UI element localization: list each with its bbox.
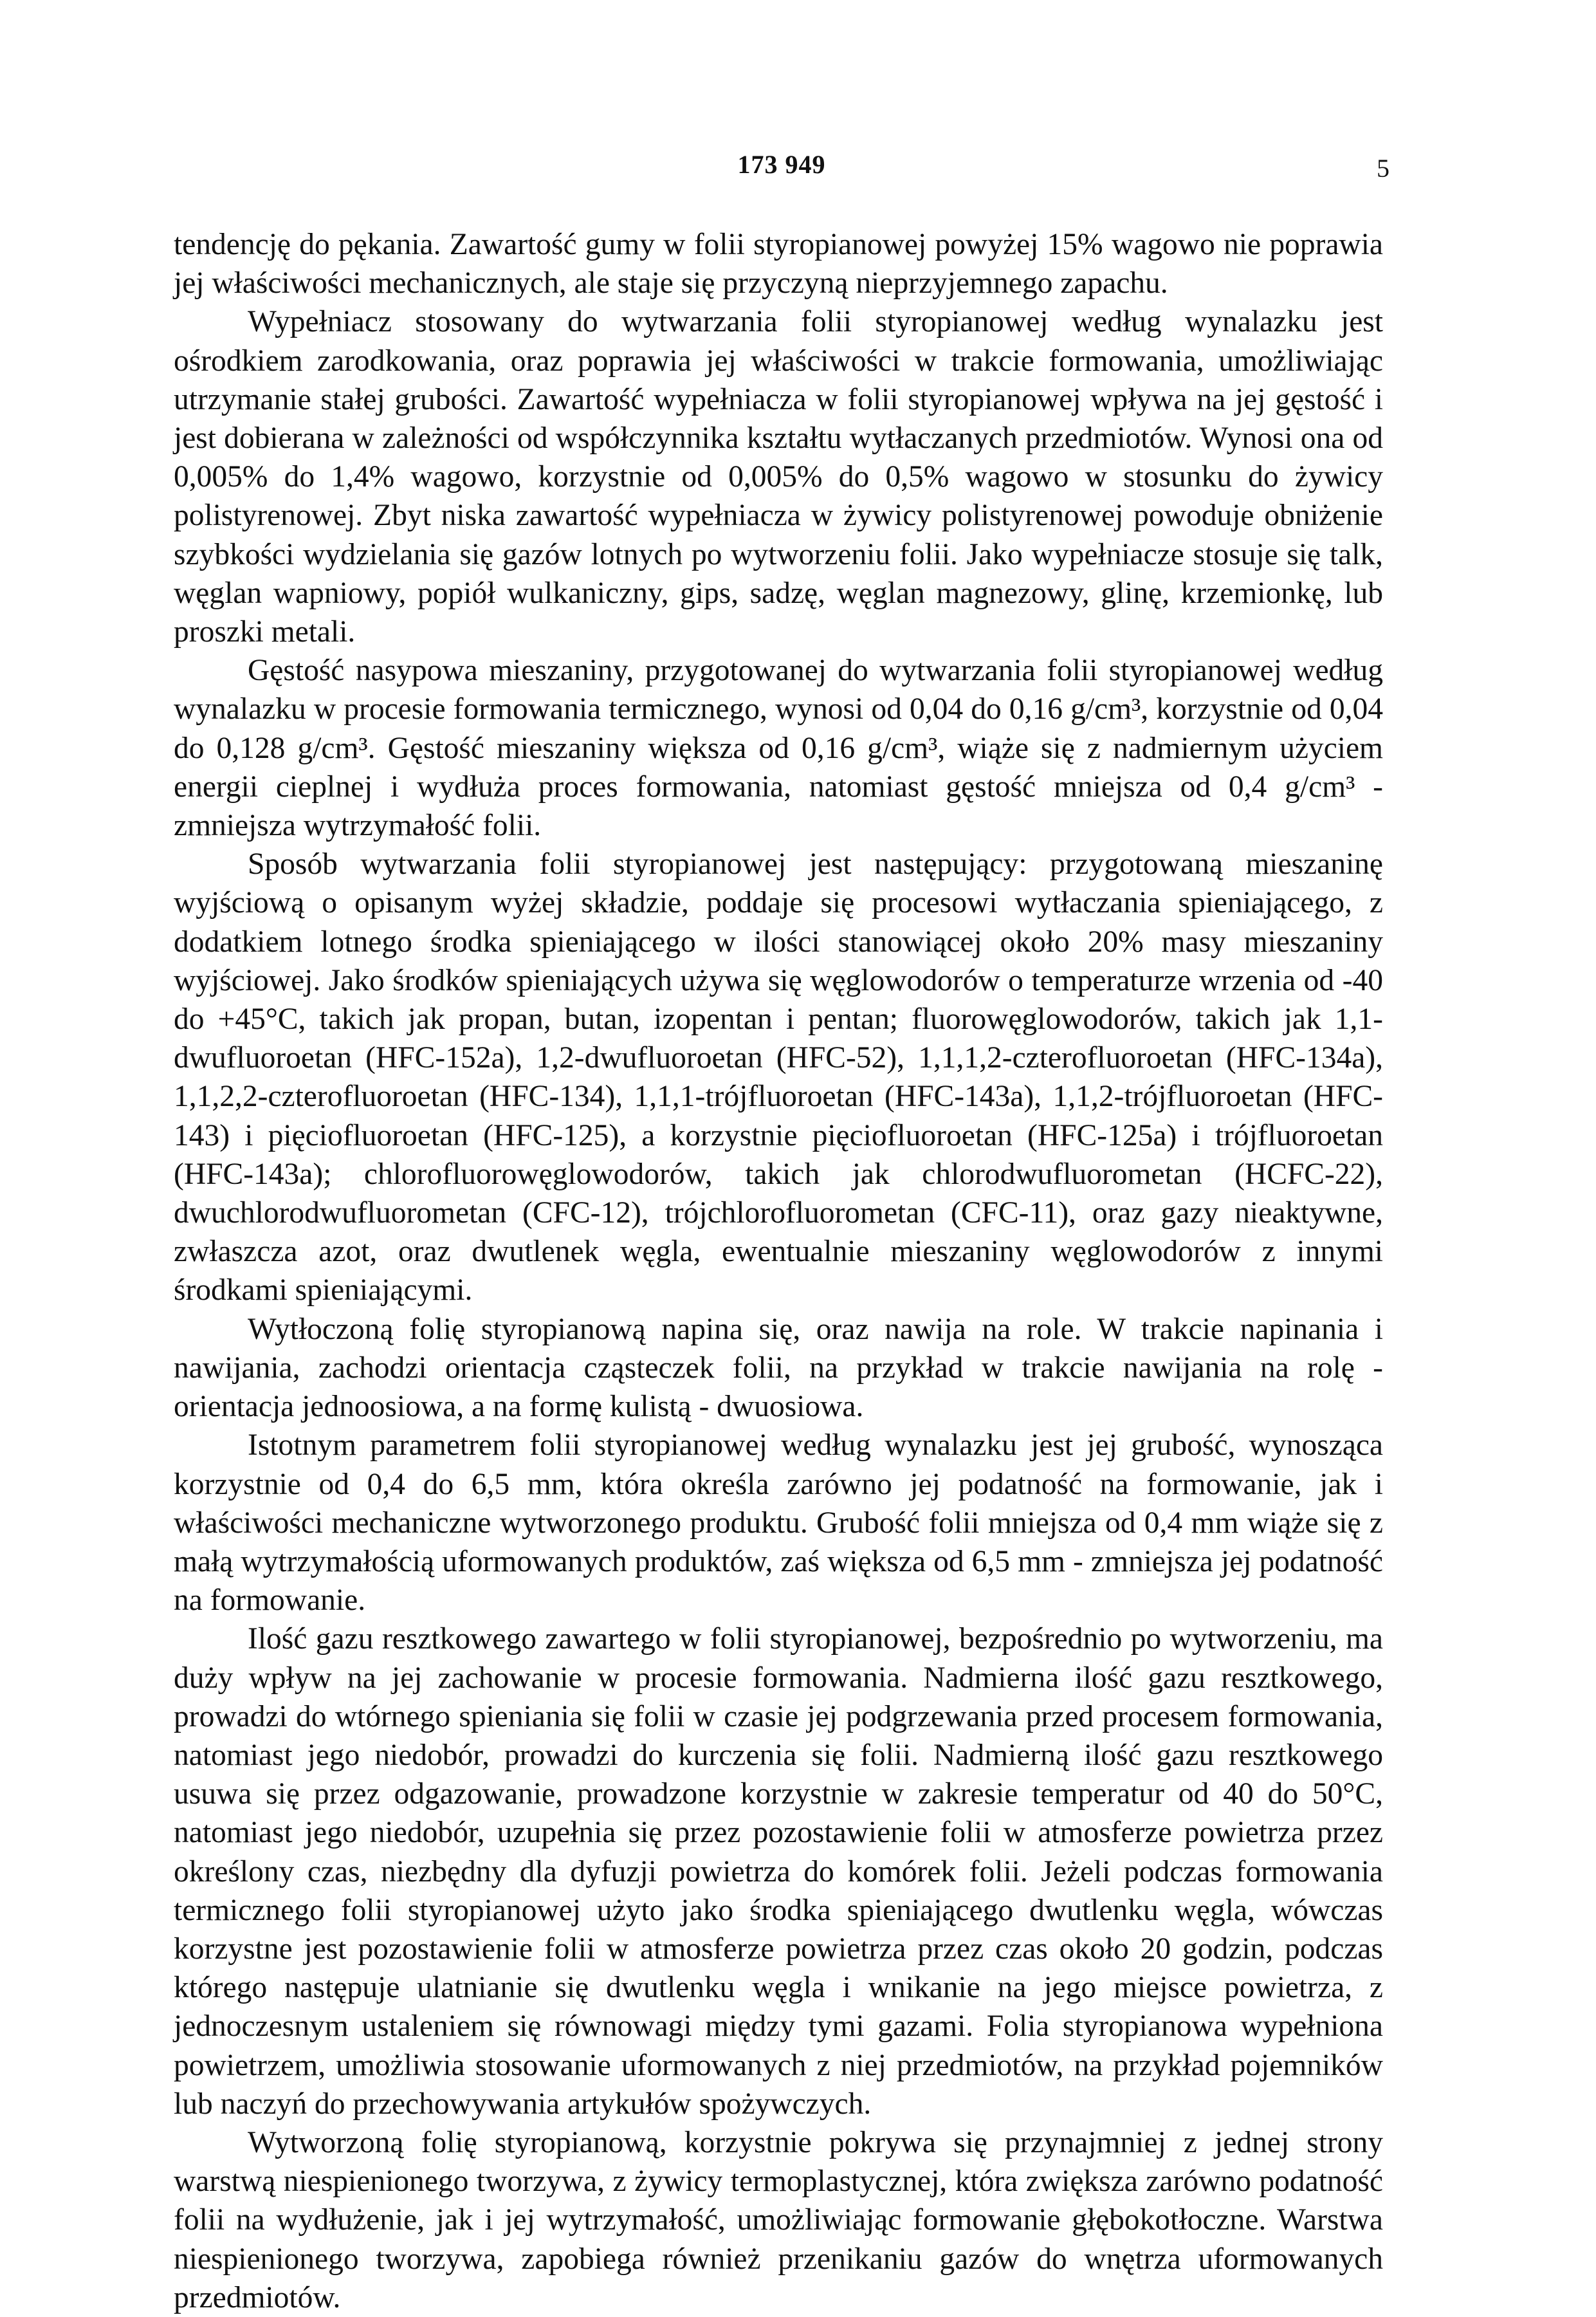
page-header bbox=[174, 149, 1390, 181]
paragraph-2: Wypełniacz stosowany do wytwarzania folii styropianowej według wynalazku jest ośrodkiem zarodkowania, oraz poprawia jej właściwości w trakcie formowania, umożliwiając utrzymanie stałej grubości. Zawartość wypełniacza w folii styropianowej wpływa na jej gęstość i jest dobierana w zależności od współczynnika kształtu wytłaczanych przedmiotów. Wynosi ona od 0,005% do 1,4% wagowo, korzystnie od 0,005% do 0,5% wagowo w stosunku do żywicy polistyrenowej. Zbyt niska zawartość wypełniacza w żywicy polistyrenowej powoduje obniżenie szybkości wydzielania się gazów lotnych po wytworzeniu folii. Jako wypełniacze stosuje się talk, węglan wapniowy, popiół wulkaniczny, gips, sadzę, węglan magnezowy, glinę, krzemionkę, lub proszki metali. bbox=[174, 305, 1383, 649]
patent-number: 173 949 bbox=[737, 150, 826, 179]
paragraph-4: Sposób wytwarzania folii styropianowej jest następujący: przygotowaną mieszaninę wyjściową o opisanym wyżej składzie, poddaje się procesowi wytłaczania spieniającego, z dodatkiem lotnego środka spieniającego w ilości stanowiącej około 20% masy mieszaniny wyjściowej. Jako środków spieniających używa się węglowodorów o temperaturze wrzenia od -40 do +45°C, takich jak propan, butan, izopentan i pentan; fluorowęglowodorów, takich jak 1,1-dwufluoroetan (HFC-152a), 1,2-dwufluoroetan (HFC-52), 1,1,1,2-czterofluoroetan (HFC-134a), 1,1,2,2-czterofluoroetan (HFC-134), 1,1,1-trójfluoroetan (HFC-143a), 1,1,2-trójfluoroetan (HFC-143) i pięciofluoroetan (HFC-125), a korzystnie pięciofluoroetan (HFC-125a) i trójfluoroetan (HFC-143a); chlorofluorowęglowodorów, takich jak chlorodwufluorometan (HCFC-22), dwuchlorodwufluorometan (CFC-12), trójchlorofluorometan (CFC-11), oraz gazy nieaktywne, zwłaszcza azot, oraz dwutlenek węgla, ewentualnie mieszaniny węglowodorów z innymi środkami spieniającymi. bbox=[174, 847, 1383, 1307]
paragraph-7: Ilość gazu resztkowego zawartego w folii styropianowej, bezpośrednio po wytworzeniu, ma duży wpływ na jej zachowanie w procesie formowania. Nadmierna ilość gazu resztkowego, prowadzi do wtórnego spieniania się folii w czasie jej podgrzewania przed procesem formowania, natomiast jego niedobór, prowadzi do kurczenia się folii. Nadmierną ilość gazu resztkowego usuwa się przez odgazowanie, prowadzone korzystnie w zakresie temperatur od 40 do 50°C, natomiast jego niedobór, uzupełnia się przez pozostawienie folii w atmosferze powietrza przez określony czas, niezbędny dla dyfuzji powietrza do komórek folii. Jeżeli podczas formowania termicznego folii styropianowej użyto jako środka spieniającego dwutlenku węgla, wówczas korzystne jest pozostawienie folii w atmosferze powietrza przez czas około 20 godzin, podczas którego następuje ulatnianie się dwutlenku węgla i wnikanie na jego miejsce powietrza, z jednoczesnym ustaleniem się równowagi między tymi gazami. Folia styropianowa wypełniona powietrzem, umożliwia stosowanie uformowanych z niej przedmiotów, na przykład pojemników lub naczyń do przechowywania artykułów spożywczych. bbox=[174, 1622, 1383, 2121]
paragraph-3: Gęstość nasypowa mieszaniny, przygotowanej do wytwarzania folii styropianowej według wynalazku w procesie formowania termicznego, wynosi od 0,04 do 0,16 g/cm³, korzystnie od 0,04 do 0,128 g/cm³. Gęstość mieszaniny większa od 0,16 g/cm³, wiąże się z nadmiernym użyciem energii cieplnej i wydłuża proces formowania, natomiast gęstość mniejsza od 0,4 g/cm³ - zmniejsza wytrzymałość folii. bbox=[174, 654, 1383, 843]
page-number: 5 bbox=[1377, 154, 1390, 183]
paragraph-6: Istotnym parametrem folii styropianowej według wynalazku jest jej grubość, wynosząca korzystnie od 0,4 do 6,5 mm, która określa zarówno jej podatność na formowanie, jak i właściwości mechaniczne wytworzonego produktu. Grubość folii mniejsza od 0,4 mm wiąże się z małą wytrzymałością uformowanych produktów, zaś większa od 6,5 mm - zmniejsza jej podatność na formowanie. bbox=[174, 1428, 1383, 1618]
body-text bbox=[174, 225, 1383, 2317]
paragraph-5: Wytłoczoną folię styropianową napina się, oraz nawija na role. W trakcie napinania i nawijania, zachodzi orientacja cząsteczek folii, na przykład w trakcie nawijania na rolę - orientacja jednoosiowa, a na formę kulistą - dwuosiowa. bbox=[174, 1312, 1383, 1424]
paragraph-1: tendencję do pękania. Zawartość gumy w folii styropianowej powyżej 15% wagowo nie poprawia jej właściwości mechanicznych, ale staje się przyczyną nieprzyjemnego zapachu. bbox=[174, 228, 1383, 300]
paragraph-8: Wytworzoną folię styropianową, korzystnie pokrywa się przynajmniej z jednej strony warstwą niespienionego tworzywa, z żywicy termoplastycznej, która zwiększa zarówno podatność folii na wydłużenie, jak i jej wytrzymałość, umożliwiając formowanie głębokotłoczne. Warstwa niespienionego tworzywa, zapobiega również przenikaniu gazów do wnętrza uformowanych przedmiotów. bbox=[174, 2125, 1383, 2314]
